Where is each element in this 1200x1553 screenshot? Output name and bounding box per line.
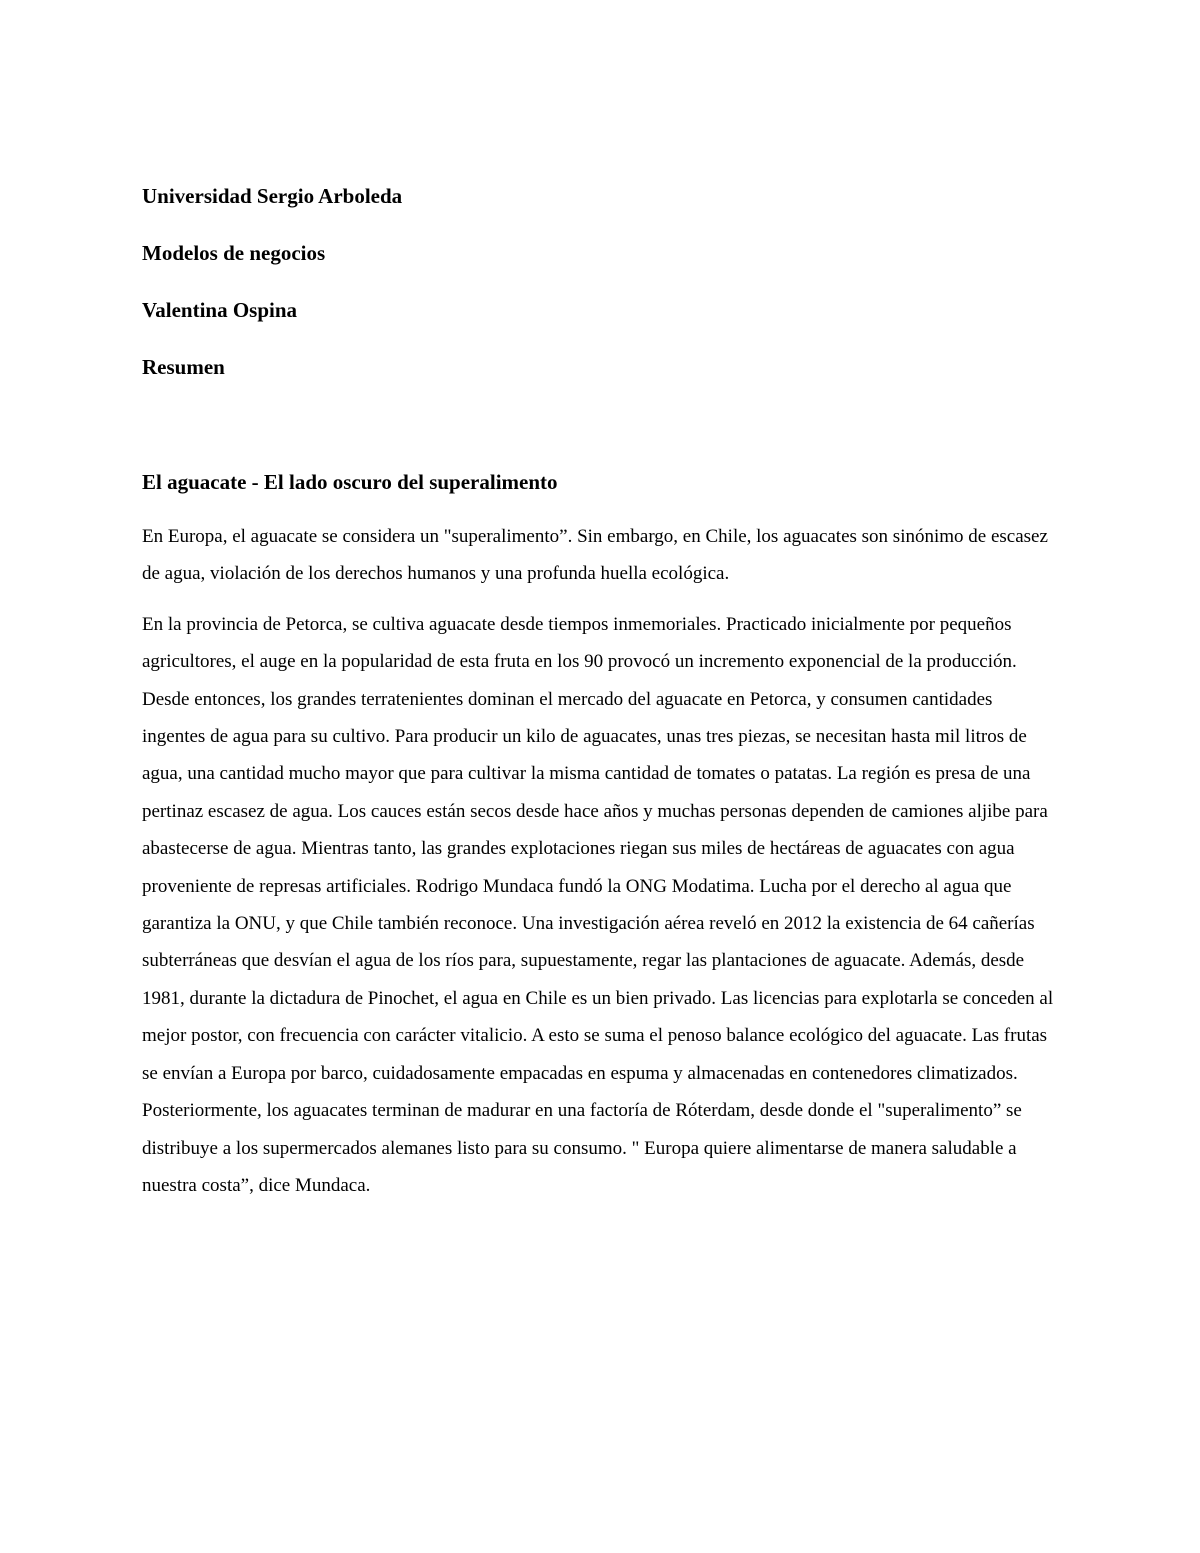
course-name: Modelos de negocios [142, 241, 326, 265]
paragraph-main: En la provincia de Petorca, se cultiva aguacate desde tiempos inmemoriales. Practicado inicialmente por pequeños agricultores, el auge en la popularidad de esta fruta en los 90 provocó un incremento exponencial de la producción. Desde entonces, los grandes terratenientes dominan el mercado del aguacate en Petorca, y consumen cantidades ingentes de agua para su cultivo. Para producir un kilo de aguacates, unas tres piezas, se necesitan hasta mil litros de agua, una cantidad mucho mayor que para cultivar la misma cantidad de tomates o patatas. La región es presa de una pertinaz escasez de agua. Los cauces están secos desde hace años y muchas personas dependen de camiones aljibe para abastecerse de agua. Mientras tanto, las grandes explotaciones riegan sus miles de hectáreas de aguacates con agua proveniente de represas artificiales. Rodrigo Mundaca fundó la ONG Modatima. Lucha por el derecho al agua que garantiza la ONU, y que Chile también reconoce. Una investigación aérea reveló en 2012 la existencia de 64 cañerías subterráneas que desvían el agua de los ríos para, supuestamente, regar las plantaciones de aguacate. Además, desde 1981, durante la dictadura de Pinochet, el agua en Chile es un bien privado. Las licencias para explotarla se conceden al mejor postor, con frecuencia con carácter vitalicio. A esto se suma el penoso balance ecológico del aguacate. Las frutas se envían a Europa por barco, cuidadosamente empacadas en espuma y almacenadas en contenedores climatizados. Posteriormente, los aguacates terminan de madurar en una factoría de Róterdam, desde donde el "superalimento” se distribuye a los supermercados alemanes listo para su consumo. " Europa quiere alimentarse de manera saludable a nuestra costa”, dice Mundaca. [142, 613, 1054, 1196]
paragraph-intro: En Europa, el aguacate se considera un "superalimento”. Sin embargo, en Chile, los aguacates son sinónimo de escasez de agua, violación de los derechos humanos y una profunda huella ecológica. [142, 526, 1048, 585]
section-heading: Resumen [142, 355, 225, 379]
author-name: Valentina Ospina [142, 298, 298, 322]
document-header [142, 184, 1062, 412]
institution-name: Universidad Sergio Arboleda [142, 184, 403, 208]
article-body [142, 518, 1057, 1217]
article-title: El aguacate - El lado oscuro del superalimento [142, 470, 558, 494]
